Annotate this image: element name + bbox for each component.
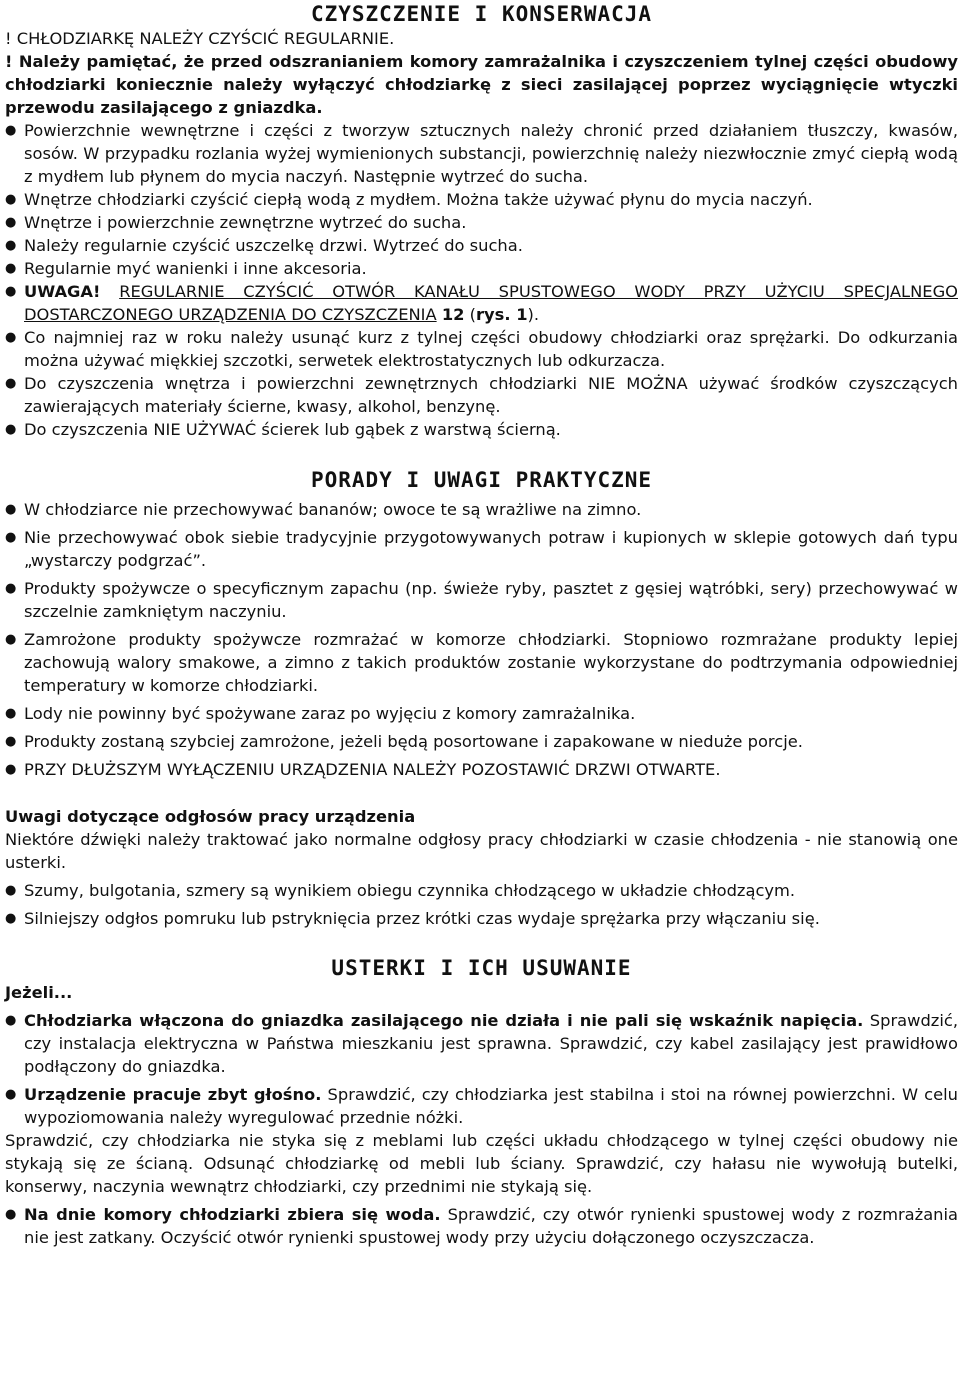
list-item: ● Zamrożone produkty spożywcze rozmrażać w komorze chłodziarki. Stopniowo rozmrażane produkty lepiej zachowują walory smakowe, a zimno z takich produktów zostanie wykorzystane do podtrzymania odpowiedniej temperatury w komorze chłodziarki. xyxy=(5,630,958,695)
list-item: ● Produkty spożywcze o specyficznym zapachu (np. świeże ryby, pasztet z gęsiej wątróbki, sery) przechowywać w szczelnie zamkniętym naczyniu. xyxy=(5,579,958,621)
bullet-icon: ● xyxy=(5,422,17,437)
list-item: ● Chłodziarka włączona do gniazdka zasilającego nie działa i nie pali się wskaźnik napięcia. Sprawdzić, czy instalacja elektryczna w Państwa mieszkaniu jest sprawna. Sprawdzić, czy kabel zasilający jest prawidłowo podłączony do gniazdka. xyxy=(5,1011,958,1076)
list-item: ● Na dnie komory chłodziarki zbiera się woda. Sprawdzić, czy otwór rynienki spustowej wody z rozmrażania nie jest zatkany. Oczyścić otwór rynienki spustowej wody przy użyciu dołączonego oczyszczacza. xyxy=(5,1205,958,1247)
noise-intro: Niektóre dźwięki należy traktować jako normalne odgłosy pracy chłodziarki w czasie chłodzenia - nie stanowią one usterki. xyxy=(5,830,958,872)
bullet-icon: ● xyxy=(5,1207,17,1222)
tips-list xyxy=(5,498,958,781)
cleaning-list-a xyxy=(5,119,958,441)
faults-list xyxy=(5,1009,958,1129)
bullet-icon: ● xyxy=(5,581,17,596)
list-item: ● Co najmniej raz w roku należy usunąć kurz z tylnej części obudowy chłodziarki oraz sprężarki. Do odkurzania można używać miękkiej szczotki, serwetek elektrostatycznych lub odkurzacza. xyxy=(5,328,958,370)
bullet-icon: ● xyxy=(5,330,17,345)
bullet-icon: ● xyxy=(5,502,17,517)
list-item: ● Powierzchnie wewnętrzne i części z tworzyw sztucznych należy chronić przed działaniem tłuszczy, kwasów, sosów. W przypadku rozlania wyżej wymienionych substancji, powierzchnię należy niezwłocznie zmyć ciepłą wodą z mydłem lub płynem do mycia naczyń. Następnie wytrzeć do sucha. xyxy=(5,121,958,186)
bullet-icon: ● xyxy=(5,238,17,253)
bullet-icon: ● xyxy=(5,1087,17,1102)
bullet-icon: ● xyxy=(5,530,17,545)
bullet-icon: ● xyxy=(5,911,17,926)
section-title-faults: USTERKI I ICH USUWANIE xyxy=(331,956,632,980)
bullet-icon: ● xyxy=(5,123,17,138)
uwaga-label: UWAGA! xyxy=(24,282,101,301)
bullet-icon: ● xyxy=(5,883,17,898)
list-item: ● PRZY DŁUŻSZYM WYŁĄCZENIU URZĄDZENIA NALEŻY POZOSTAWIĆ DRZWI OTWARTE. xyxy=(5,760,721,779)
bullet-icon: ● xyxy=(5,1013,17,1028)
faults-intro: Jeżeli... xyxy=(5,983,73,1002)
uwaga-figure-ref: rys. 1 xyxy=(476,305,528,324)
bullet-icon: ● xyxy=(5,192,17,207)
list-item: ● W chłodziarce nie przechowywać bananów; owoce te są wrażliwe na zimno. xyxy=(5,500,642,519)
bullet-icon: ● xyxy=(5,734,17,749)
warning-unplug: ! Należy pamiętać, że przed odszranianiem komory zamrażalnika i czyszczeniem tylnej części obudowy chłodziarki koniecznie należy wyłączyć chłodziarkę z sieci zasilającej poprzez wyciągnięcie wtyczki przewodu zasilającego z gniazdka. xyxy=(5,52,958,117)
bullet-icon: ● xyxy=(5,376,17,391)
faults-paragraph: Sprawdzić, czy chłodziarka nie styka się z meblami lub części układu chłodzącego w tylnej części obudowy nie stykają się ze ścianą. Odsunąć chłodziarkę od mebli lub ściany. Sprawdzić, czy hałasu nie wywołują butelki, konserwy, naczynia wewnątrz chłodziarki, czy przednimi nie stykają się. xyxy=(5,1131,958,1196)
list-item: ● Produkty zostaną szybciej zamrożone, jeżeli będą posortowane i zapakowane w nieduże porcje. xyxy=(5,732,803,751)
list-item: ● Nie przechowywać obok siebie tradycyjnie przygotowywanych potraw i kupionych w sklepie gotowych dań typu „wystarczy podgrzać”. xyxy=(5,528,958,570)
bullet-icon: ● xyxy=(5,706,17,721)
list-item: ● Urządzenie pracuje zbyt głośno. Sprawdzić, czy chłodziarka jest stabilna i stoi na równej powierzchni. W celu wypoziomowania należy wyregulować przednie nóżki. xyxy=(5,1085,958,1127)
list-item: ● Należy regularnie czyścić uszczelkę drzwi. Wytrzeć do sucha. xyxy=(5,236,523,255)
list-item: ● Wnętrze chłodziarki czyścić ciepłą wodą z mydłem. Można także używać płynu do mycia naczyń. xyxy=(5,190,813,209)
bullet-icon: ● xyxy=(5,261,17,276)
noise-list xyxy=(5,879,958,930)
bullet-icon: ● xyxy=(5,215,17,230)
list-item-uwaga: ● UWAGA! REGULARNIE CZYŚCIĆ OTWÓR KANAŁU SPUSTOWEGO WODY PRZY UŻYCIU SPECJALNEGO DOSTARCZONEGO URZĄDZENIA DO CZYSZCZENIA 12 (rys. 1). xyxy=(5,282,958,324)
list-item: ● Wnętrze i powierzchnie zewnętrzne wytrzeć do sucha. xyxy=(5,213,467,232)
list-item: ● Do czyszczenia NIE UŻYWAĆ ścierek lub gąbek z warstwą ścierną. xyxy=(5,420,561,439)
bullet-icon: ● xyxy=(5,632,17,647)
faults-list-2 xyxy=(5,1203,958,1249)
list-item: ● Do czyszczenia wnętrza i powierzchni zewnętrznych chłodziarki NIE MOŻNA używać środków czyszczących zawierających materiały ścierne, kwasy, alkohol, benzynę. xyxy=(5,374,958,416)
section-title-cleaning: CZYSZCZENIE I KONSERWACJA xyxy=(310,2,653,26)
noise-heading: Uwagi dotyczące odgłosów pracy urządzenia xyxy=(5,807,416,826)
uwaga-tool-number: 12 xyxy=(441,305,465,324)
bullet-icon: ● xyxy=(5,762,17,777)
warning-regular-cleaning: ! CHŁODZIARKĘ NALEŻY CZYŚCIĆ REGULARNIE. xyxy=(5,29,395,48)
section-title-tips: PORADY I UWAGI PRAKTYCZNE xyxy=(310,468,653,492)
list-item: ● Regularnie myć wanienki i inne akcesoria. xyxy=(5,259,367,278)
list-item: ● Lody nie powinny być spożywane zaraz po wyjęciu z komory zamrażalnika. xyxy=(5,704,636,723)
bullet-icon: ● xyxy=(5,284,17,299)
list-item: ● Szumy, bulgotania, szmery są wynikiem obiegu czynnika chłodzącego w układzie chłodzącym. xyxy=(5,881,796,900)
uwaga-text: REGULARNIE CZYŚCIĆ OTWÓR KANAŁU SPUSTOWEGO WODY PRZY UŻYCIU SPECJALNEGO DOSTARCZONEGO URZĄDZENIA DO CZYSZCZENIA xyxy=(24,282,958,324)
list-item: ● Silniejszy odgłos pomruku lub pstryknięcia przez krótki czas wydaje sprężarka przy włączaniu się. xyxy=(5,909,820,928)
